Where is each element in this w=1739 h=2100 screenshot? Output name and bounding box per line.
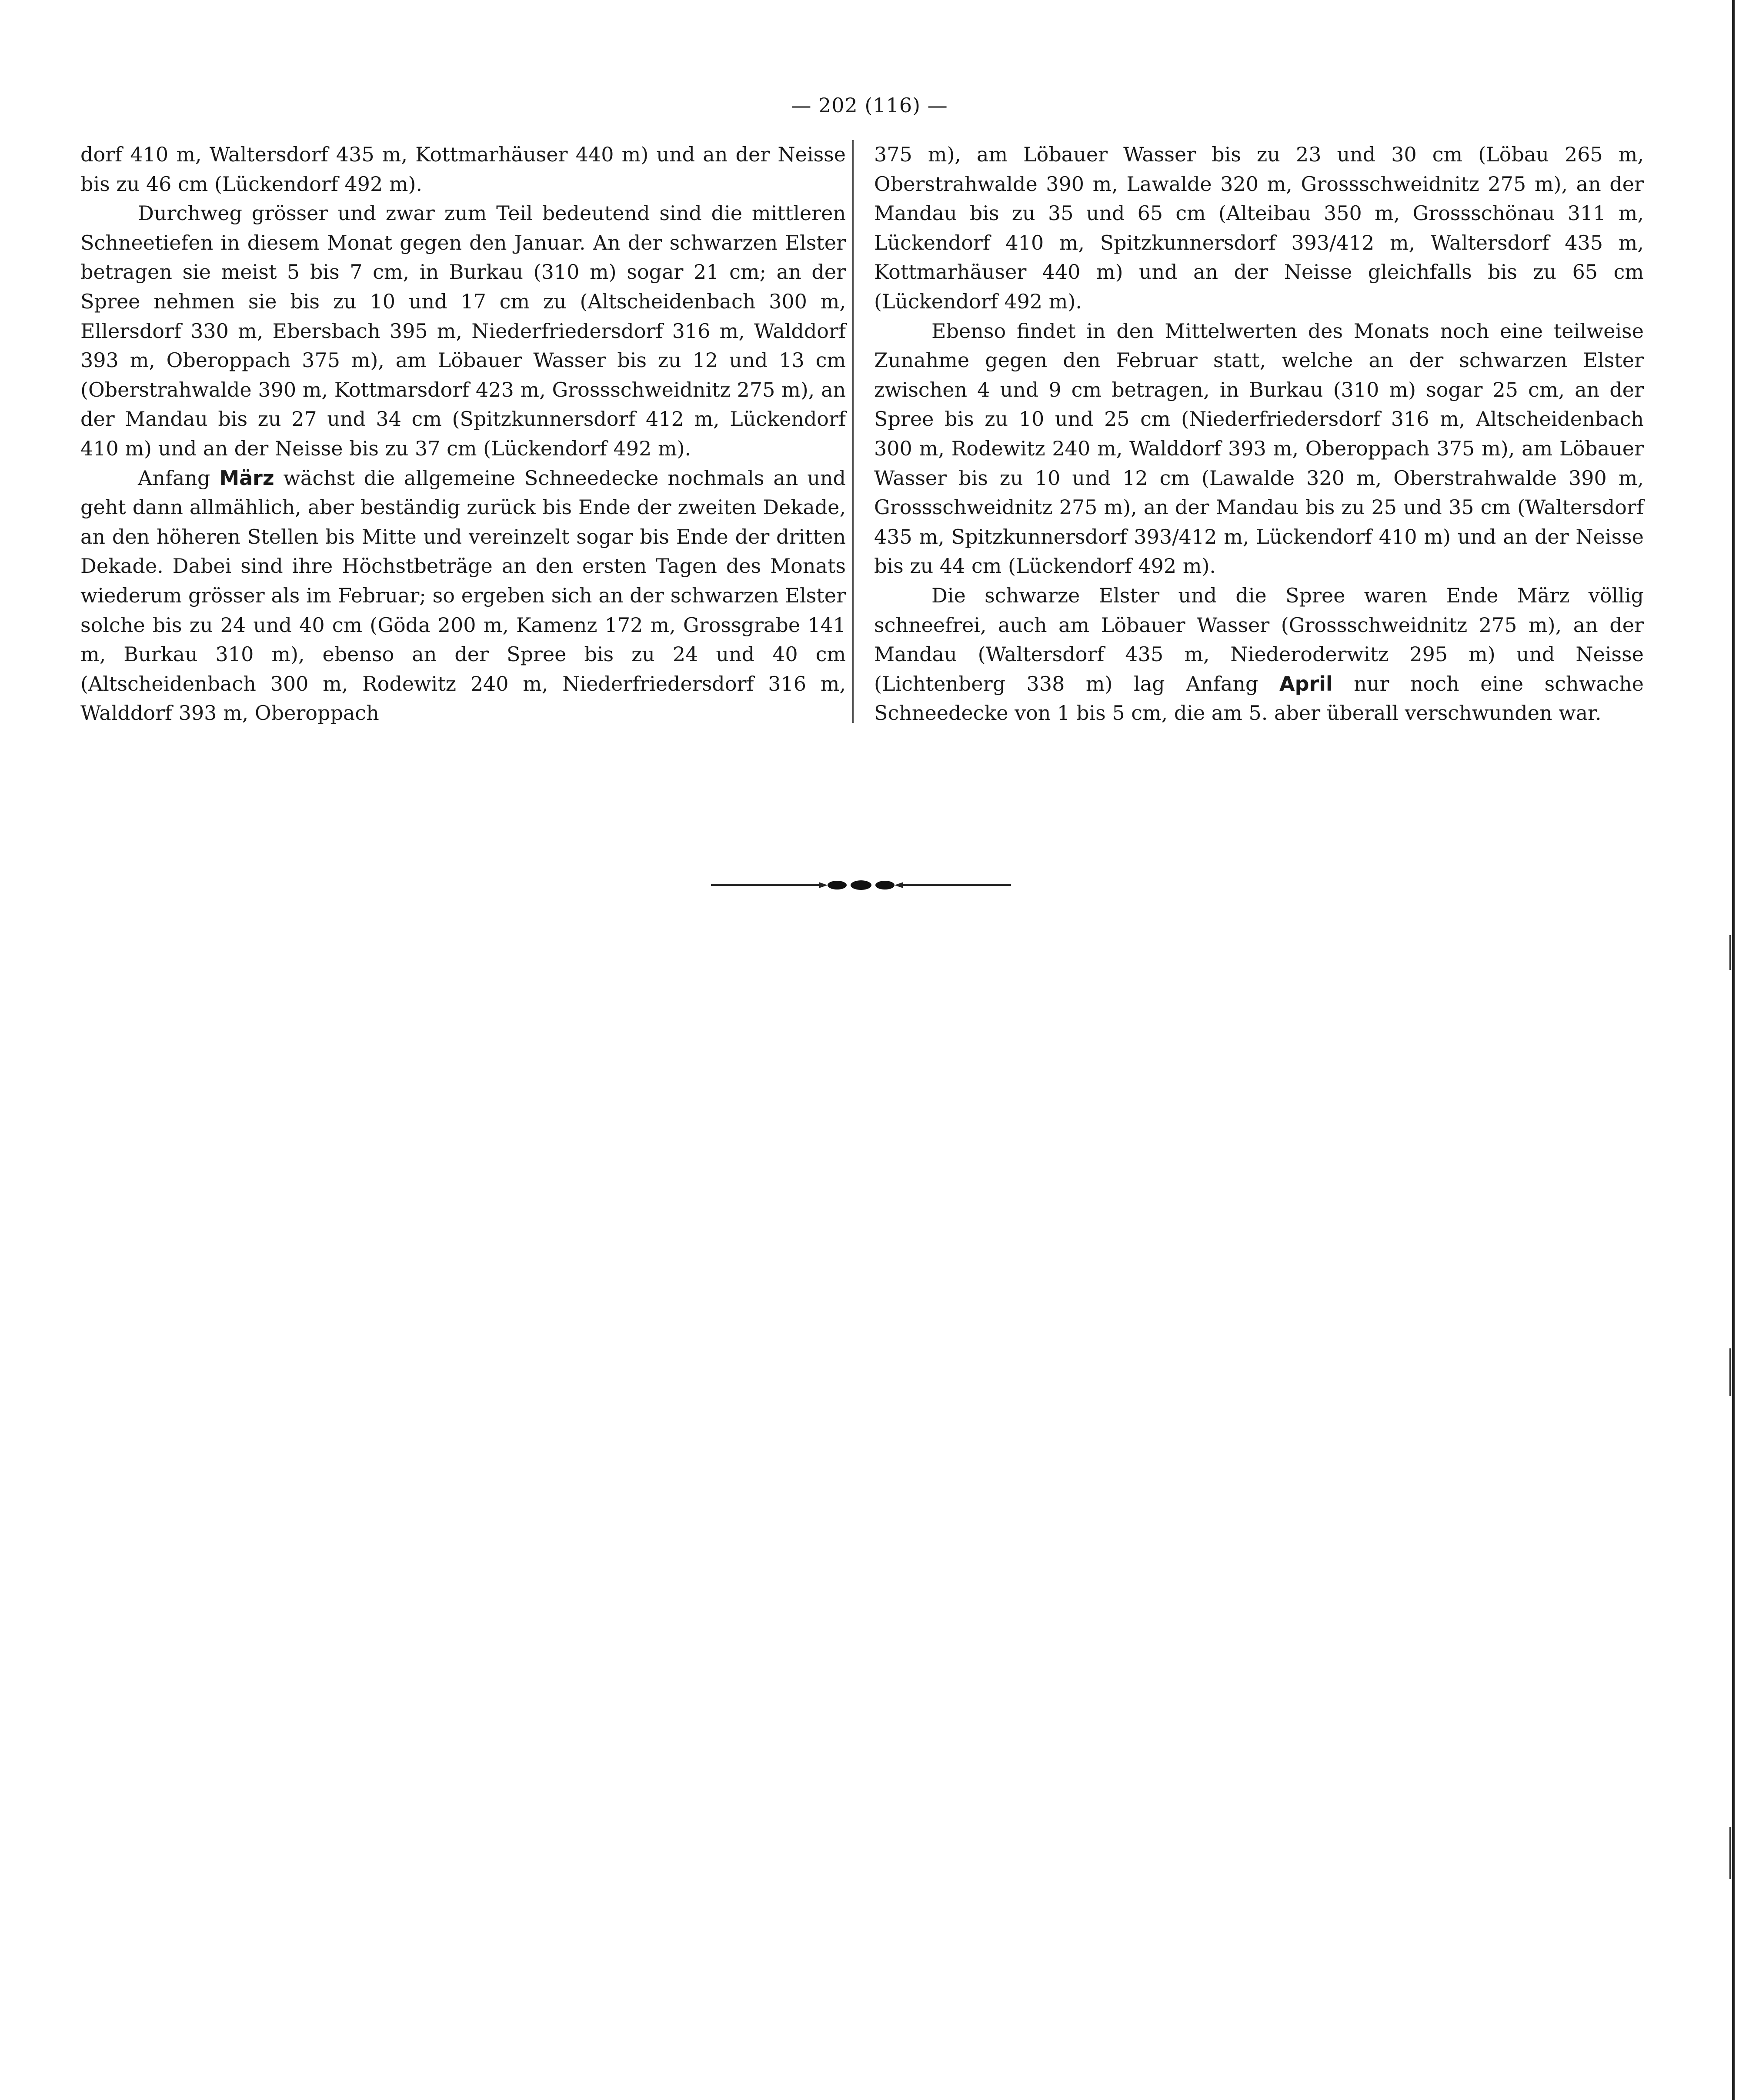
scan-edge-mark xyxy=(1729,1348,1731,1396)
scan-edge-mark xyxy=(1729,935,1731,970)
month-heading: April xyxy=(1279,672,1333,696)
month-heading: März xyxy=(219,466,274,490)
paragraph-text: Die schwarze Elster und die Spree waren Ende März völlig schneefrei, auch am Löbauer Wasser (Grossschweidnitz 275 m), an der Mandau (Waltersdorf 435 m, Niederoderwitz 295 m) und Neisse (Lichtenberg 338 m) lag Anfang xyxy=(874,583,1644,696)
paragraph-text: nur noch eine schwache Schneedecke von 1 bis 5 cm, die am 5. aber überall verschwunden war. xyxy=(874,672,1644,725)
paragraph-text: wächst die allgemeine Schneedecke nochmals an und geht dann allmählich, aber beständig zurück bis Ende der zweiten Dekade, an den höheren Stellen bis Mitte und vereinzelt sogar bis Ende der dritten Dekade. Dabei sind ihre Höchstbeträge an den ersten Tagen des Monats wiederum grösser als im Februar; so ergeben sich an der schwarzen Elster solche bis zu 24 und 40 cm (Göda 200 m, Kamenz 172 m, Grossgrabe 141 m, Burkau 310 m), ebenso an der Spree bis zu 24 und 40 cm (Altscheidenbach 300 m, Rodewitz 240 m, Niederfriedersdorf 316 m, Walddorf 393 m, Oberoppach xyxy=(80,466,846,725)
scan-edge-mark xyxy=(1729,1827,1731,1879)
paragraph: Durchweg grösser und zwar zum Teil bedeutend sind die mittleren Schneetiefen in diesem Monat gegen den Januar. An der schwarzen Elster betragen sie meist 5 bis 7 cm, in Burkau (310 m) sogar 21 cm; an der Spree nehmen sie bis zu 10 und 17 cm zu (Altscheidenbach 300 m, Ellersdorf 330 m, Ebersbach 395 m, Niederfriedersdorf 316 m, Walddorf 393 m, Oberoppach 375 m), am Löbauer Wasser bis zu 12 und 13 cm (Oberstrahwalde 390 m, Kottmarsdorf 423 m, Grossschweidnitz 275 m), an der Mandau bis zu 27 und 34 cm (Spitzkunnersdorf 412 m, Lückendorf 410 m) und an der Neisse bis zu 37 cm (Lückendorf 492 m). xyxy=(80,201,846,460)
paragraph: 375 m), am Löbauer Wasser bis zu 23 und 30 cm (Löbau 265 m, Oberstrahwalde 390 m, Lawalde 320 m, Grossschweidnitz 275 m), an der Mandau bis zu 35 und 65 cm (Alteibau 350 m, Grossschönau 311 m, Lückendorf 410 m, Spitzkunnersdorf 393/412 m, Waltersdorf 435 m, Kottmarhäuser 440 m) und an der Neisse gleichfalls bis zu 65 cm (Lückendorf 492 m). xyxy=(874,143,1644,313)
paragraph: Ebenso findet in den Mittelwerten des Monats noch eine teilweise Zunahme gegen den Februar statt, welche an der schwarzen Elster zwischen 4 und 9 cm betragen, in Burkau (310 m) sogar 25 cm, an der Spree bis zu 10 und 25 cm (Niederfriedersdorf 316 m, Altscheidenbach 300 m, Rodewitz 240 m, Walddorf 393 m, Oberoppach 375 m), am Löbauer Wasser bis zu 10 und 12 cm (Lawalde 320 m, Oberstrahwalde 390 m, Grossschweidnitz 275 m), an der Mandau bis zu 25 und 35 cm (Waltersdorf 435 m, Spitzkunnersdorf 393/412 m, Lückendorf 410 m) und an der Neisse bis zu 44 cm (Lückendorf 492 m). xyxy=(874,319,1644,578)
paragraph: dorf 410 m, Waltersdorf 435 m, Kottmarhäuser 440 m) und an der Neisse bis zu 46 cm (Lückendorf 492 m). xyxy=(80,143,846,196)
scan-edge-line xyxy=(1732,0,1735,2100)
paragraph-text: Anfang xyxy=(138,466,210,490)
page-number: — 202 (116) — xyxy=(791,94,948,117)
paragraph xyxy=(874,581,1644,728)
left-column xyxy=(80,140,846,728)
paragraph xyxy=(80,464,846,728)
double-arrow-ornament-icon xyxy=(711,874,1011,896)
right-column xyxy=(874,140,1644,728)
column-divider xyxy=(852,140,854,723)
